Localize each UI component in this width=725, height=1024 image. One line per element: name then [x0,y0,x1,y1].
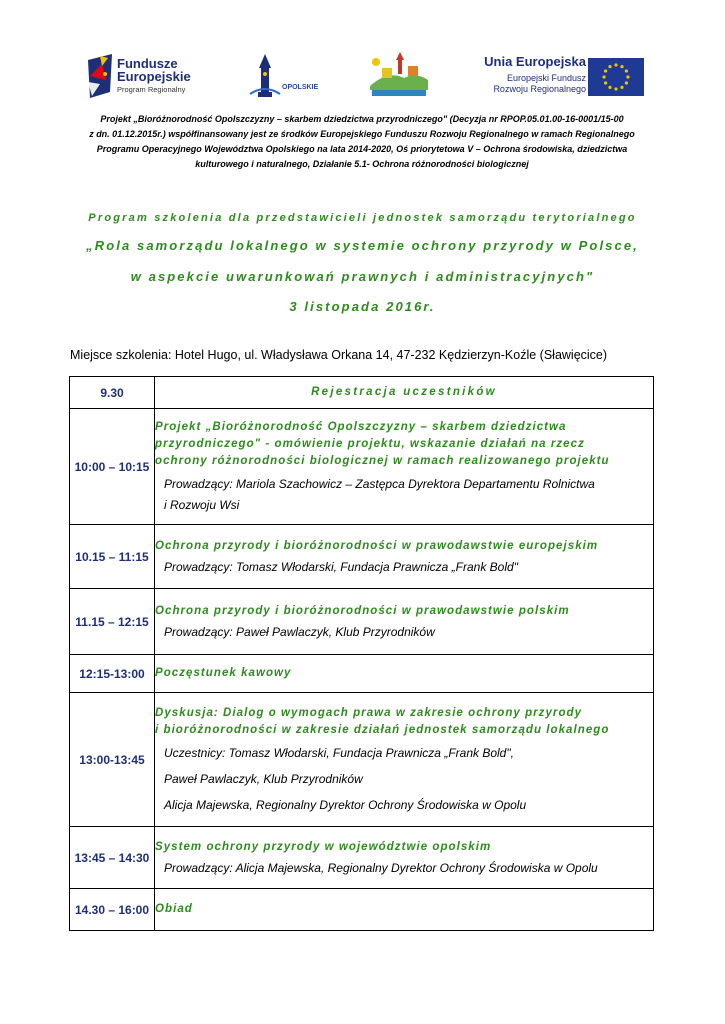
schedule-desc [155,889,654,931]
training-title-line2: w aspekcie uwarunkowań prawnych i administracyjnych" [130,269,595,284]
schedule-row [70,525,654,589]
schedule-lead-line: Paweł Pawlaczyk, Klub Przyrodników [164,772,363,786]
schedule-desc [155,655,654,693]
schedule-row [70,889,654,931]
opolskie-text: OPOLSKIE [282,84,319,91]
ochrona-logo [368,52,430,100]
schedule-lead-line: i Rozwoju Wsi [164,498,240,512]
schedule-title: Poczęstunek kawowy [155,667,292,679]
program-subtitle: Program szkolenia dla przedstawicieli jednostek samorządu terytorialnego [88,212,637,224]
schedule-desc [155,409,654,525]
schedule-desc [155,827,654,889]
schedule-title-line: i bioróżnorodności w zakresie działań jednostek samorządu lokalnego [155,724,610,736]
fe-name-line2: Europejskie [117,69,191,84]
funding-note-line: Projekt „Bioróżnorodność Opolszczyzny – skarbem dziedzictwa przyrodniczego" (Decyzja nr RPOP.05.01.00-16-0001/15-00 [100,114,624,124]
funding-note-line: z dn. 01.12.2015r.) współfinansowany jest ze środków Europejskiego Funduszu Rozwoju Regionalnego w ramach Regionalnego [89,129,635,139]
eu-flag-icon [588,58,644,96]
schedule-title-line: Dyskusja: Dialog o wymogach prawa w zakresie ochrony przyrody [155,707,583,719]
schedule-title: Obiad [155,903,193,915]
logo-bar [84,52,654,104]
schedule-title-line: Projekt „Bioróżnorodność Opolszczyzny – skarbem dziedzictwa [155,421,567,433]
ochrona-landscape-icon [368,52,430,98]
funding-note-line: kulturowego i naturalnego, Działanie 5.1- Ochrona różnorodności biologicznej [195,159,529,169]
schedule-row [70,409,654,525]
schedule-time: 10:00 – 10:15 [70,409,155,525]
schedule-lead-line: Alicja Majewska, Regionalny Dyrektor Ochrony Środowiska w Opolu [164,798,527,812]
schedule-row [70,589,654,655]
funding-note [82,112,642,172]
schedule-row [70,827,654,889]
schedule-time: 11.15 – 12:15 [70,589,155,655]
schedule-time: 13:45 – 14:30 [70,827,155,889]
fe-name-line1: Fundusze [117,56,178,71]
schedule-row [70,655,654,693]
fundusze-europejskie-logo [86,54,206,100]
schedule-lead-line: Prowadzący: Alicja Majewska, Regionalny Dyrektor Ochrony Środowiska w Opolu [164,860,598,875]
schedule-lead-line: Prowadzący: Mariola Szachowicz – Zastępca Dyrektora Departamentu Rolnictwa [164,477,595,491]
schedule-title: Ochrona przyrody i bioróżnorodności w prawodawstwie europejskim [155,539,599,552]
ue-name: Unia Europejska [484,54,586,69]
schedule-time: 12:15-13:00 [70,655,155,693]
schedule-time: 14.30 – 16:00 [70,889,155,931]
schedule-desc [155,377,654,409]
schedule-title: Rejestracja uczestników [311,386,497,398]
ue-fund-line2: Rozwoju Regionalnego [493,84,586,94]
schedule-time: 9.30 [70,377,155,409]
fe-flag-icon [86,54,114,98]
schedule-time: 13:00-13:45 [70,693,155,827]
schedule-title-line: przyrodniczego" - omówienie projektu, wskazanie działań na rzecz [155,438,585,450]
schedule-table [69,376,654,931]
schedule-lead-line: Prowadzący: Tomasz Włodarski, Fundacja Prawnicza „Frank Bold" [164,559,518,574]
schedule-title-line: ochrony różnorodności biologicznej w ramach realizowanego projektu [155,455,610,467]
schedule-desc [155,693,654,827]
schedule-title: Ochrona przyrody i bioróżnorodności w prawodawstwie polskim [155,604,570,617]
unia-europejska-logo [480,54,650,100]
schedule-row [70,693,654,827]
opolskie-tower-icon [248,54,282,100]
schedule-lead-line: Uczestnicy: Tomasz Włodarski, Fundacja Prawnicza „Frank Bold", [164,746,514,760]
training-place: Miejsce szkolenia: Hotel Hugo, ul. Władysława Orkana 14, 47-232 Kędzierzyn-Koźle (Sławięcice) [70,348,608,362]
schedule-lead-line: Prowadzący: Paweł Pawlaczyk, Klub Przyrodników [164,624,435,639]
training-date: 3 listopada 2016r. [289,299,436,314]
schedule-row [70,377,654,409]
schedule-time: 10.15 – 11:15 [70,525,155,589]
schedule-title: System ochrony przyrody w województwie opolskim [155,840,492,853]
schedule-desc [155,589,654,655]
opolskie-logo [248,54,318,102]
funding-note-line: Programu Operacyjnego Województwa Opolskiego na lata 2014-2020, Oś priorytetowa V – Ochrona środowiska, dziedzictwa [96,144,628,154]
training-title-line1: „Rola samorządu lokalnego w systemie ochrony przyrody w Polsce, [86,238,639,253]
schedule-desc [155,525,654,589]
fe-subtitle: Program Regionalny [117,85,186,94]
ue-fund-line1: Europejski Fundusz [506,73,586,83]
